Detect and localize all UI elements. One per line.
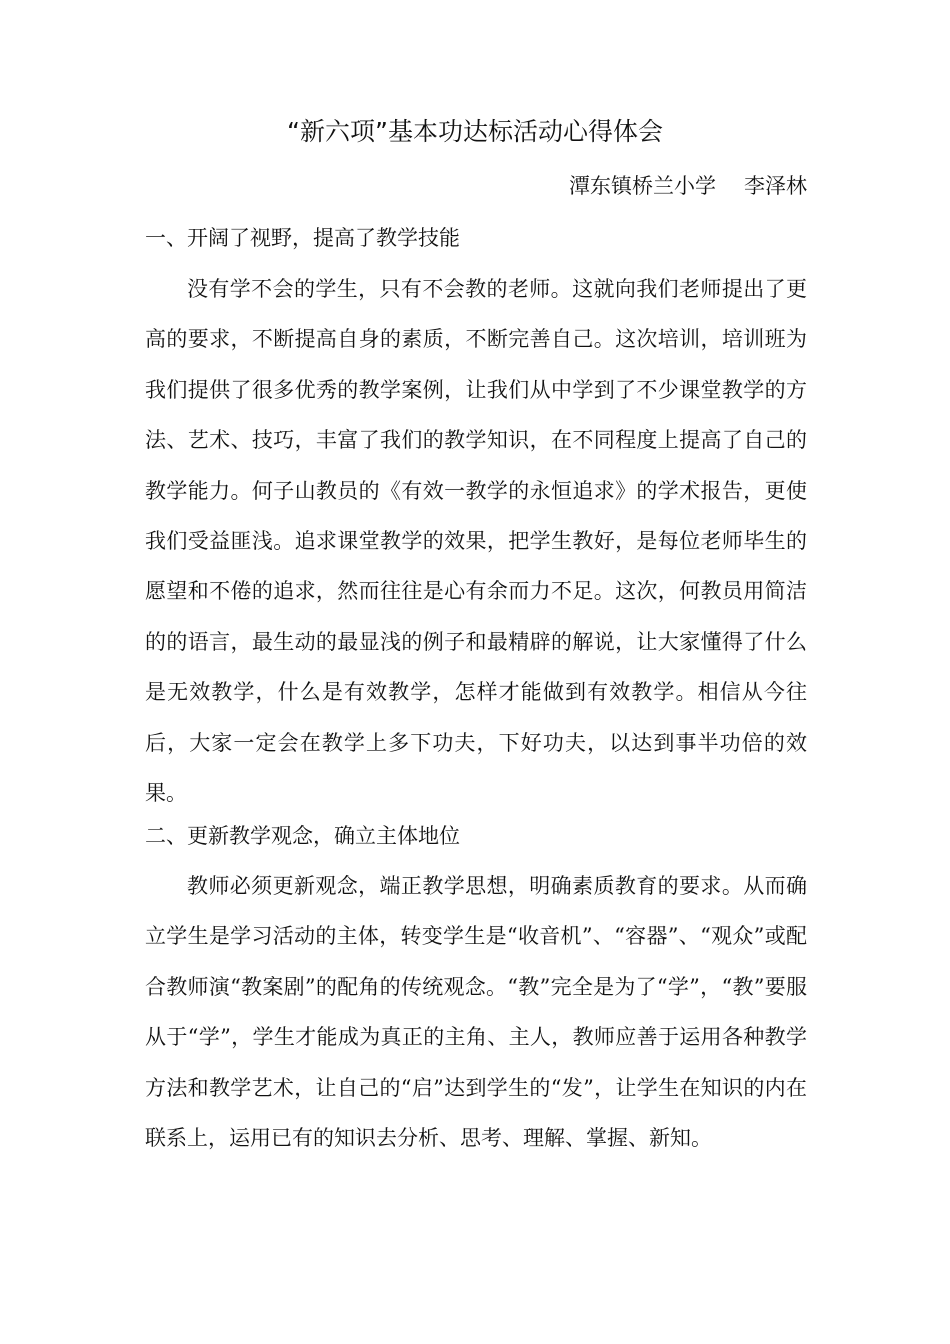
section-heading-1: 一、开阔了视野，提高了教学技能 [145, 226, 460, 250]
author-name: 李泽林 [744, 174, 807, 198]
section-paragraph-2: 教师必须更新观念，端正教学思想，明确素质教育的要求。从而确立学生是学习活动的主体，转变学生是“收音机”、“容器”、“观众”或配合教师演“教案剧”的配角的传统观念。“教”完全是为了“学”，“教”要服从于“学”，学生才能成为真正的主角、主人，教师应善于运用各种教学方法和教学艺术，让自己的“启”达到学生的“发”，让学生在知识的内在联系上，运用已有的知识去分析、思考、理解、掌握、新知。 [145, 874, 807, 1151]
school-name: 潭东镇桥兰小学 [569, 174, 716, 198]
author-line [145, 168, 807, 204]
section-paragraph-1: 没有学不会的学生，只有不会教的老师。这就向我们老师提出了更高的要求，不断提高自身的素质，不断完善自己。这次培训，培训班为我们提供了很多优秀的教学案例，让我们从中学到了不少课堂教学的方法、艺术、技巧，丰富了我们的教学知识，在不同程度上提高了自己的教学能力。何子山教员的《有效一教学的永恒追求》的学术报告，更使我们受益匪浅。追求课堂教学的效果，把学生教好，是每位老师毕生的愿望和不倦的追求，然而往往是心有余而力不足。这次，何教员用简洁的的语言，最生动的最显浅的例子和最精辟的解说，让大家懂得了什么是无效教学，什么是有效教学，怎样才能做到有效教学。相信从今往后，大家一定会在教学上多下功夫，下好功夫，以达到事半功倍的效果。 [145, 277, 807, 806]
document-title: “新六项”基本功达标活动心得体会 [287, 117, 663, 146]
section-heading-2: 二、更新教学观念，确立主体地位 [145, 824, 460, 848]
